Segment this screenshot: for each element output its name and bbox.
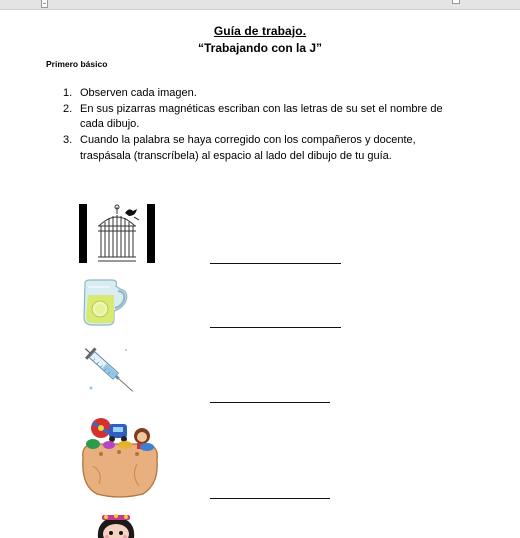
answer-line-3[interactable] [210, 402, 330, 403]
instruction-number: 2. [63, 102, 73, 115]
instruction-number: 3. [63, 134, 73, 147]
juice-jug-icon [80, 277, 130, 327]
right-indent-marker[interactable] [452, 0, 460, 4]
answer-line-2[interactable] [210, 327, 341, 328]
page-title: Guía de trabajo. [213, 24, 307, 38]
doll-head-icon [94, 512, 138, 538]
instruction-item [63, 102, 463, 133]
ruler-bar [0, 0, 520, 10]
instruction-item [63, 133, 463, 164]
instruction-number: 1. [63, 87, 73, 99]
answer-line-1[interactable] [210, 263, 341, 264]
instruction-text: Observen cada imagen. [80, 87, 197, 99]
left-indent-marker[interactable] [41, 0, 48, 8]
instruction-item [63, 86, 463, 102]
birdcage-icon [79, 204, 156, 263]
instructions-list [63, 86, 463, 165]
page-subtitle: “Trabajando con la J” [197, 41, 323, 55]
toy-sack-icon [79, 414, 161, 498]
syringe-icon [82, 340, 137, 400]
instruction-text: En sus pizarras magnéticas escriban con las letras de su set el nombre de cada dibujo. [80, 102, 443, 131]
answer-line-4[interactable] [210, 498, 330, 499]
instruction-text: Cuando la palabra se haya corregido con los compañeros y docente, traspásala (transcríbela) al espacio al lado del dibujo de tu guía. [80, 134, 416, 162]
grade-label: Primero básico [46, 59, 108, 69]
